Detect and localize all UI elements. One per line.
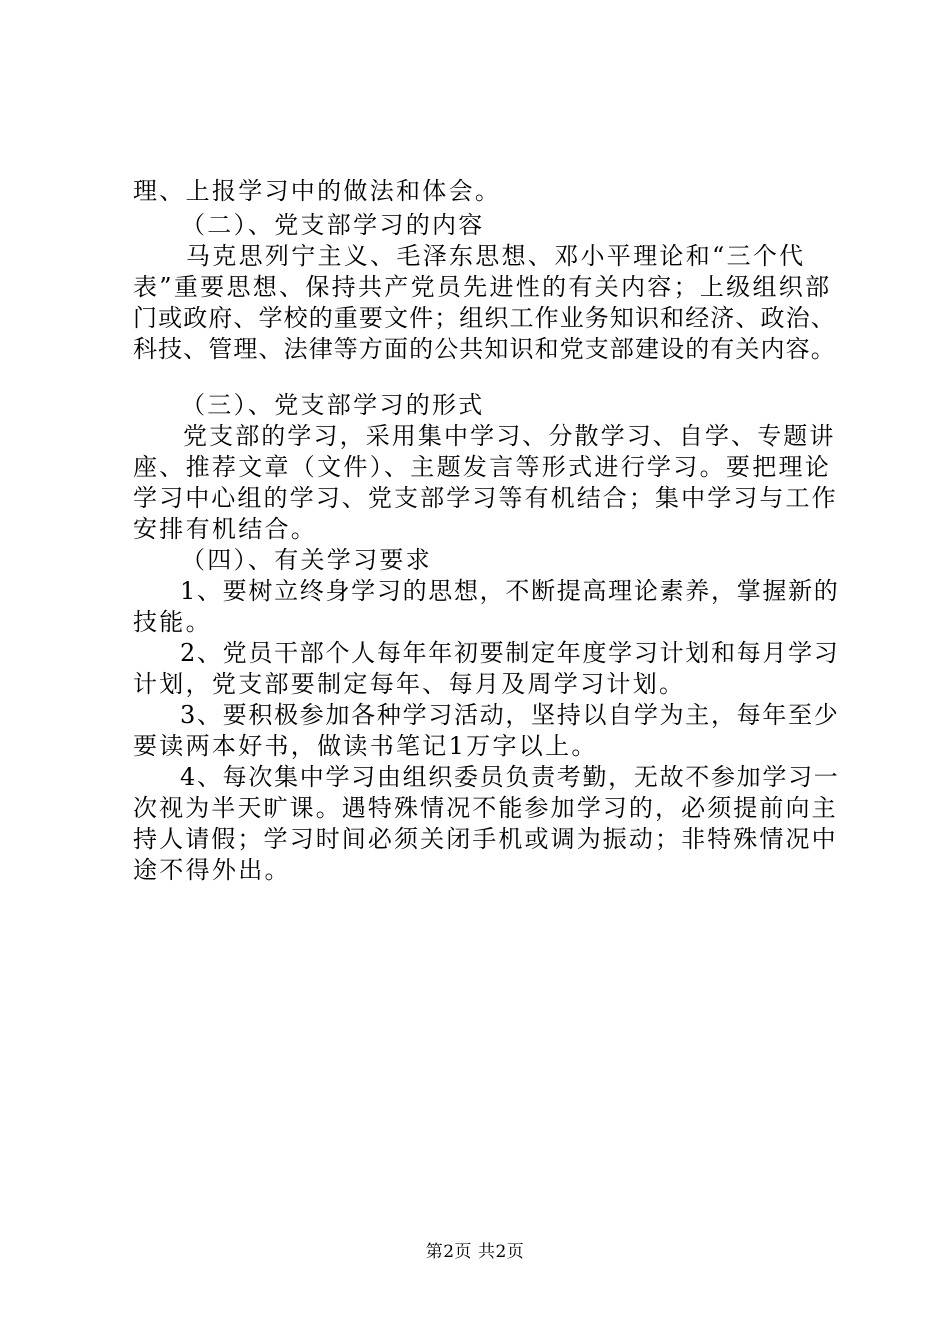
text-line: 技能。 [133,608,212,636]
text-line: 途不得外出。 [133,856,291,884]
text-line: 党支部的学习，采用集中学习、分散学习、自学、专题讲 [183,422,836,450]
text-line: 1、要树立终身学习的思想，不断提高理论素养，掌握新的 [180,577,840,605]
text-line: 2、党员干部个人每年年初要制定年度学习计划和每月学习 [180,639,840,667]
text-line: 理、上报学习中的做法和体会。 [133,177,502,205]
text-line: 计划，党支部要制定每年、每月及周学习计划。 [133,670,686,698]
text-line: 座、推荐文章（文件）、主题发言等形式进行学习。要把理论 [133,453,832,481]
text-line: 安排有机结合。 [133,515,318,543]
text-line: 表”重要思想、保持共产党员先进性的有关内容；上级组织部 [133,273,832,301]
page-number-footer: 第2页 共2页 [425,1242,525,1262]
section-heading: （三）、党支部学习的形式 [181,391,485,419]
text-line: 持人请假；学习时间必须关闭手机或调为振动；非特殊情况中 [133,825,838,853]
text-line: 4、每次集中学习由组织委员负责考勤，无故不参加学习一 [180,763,840,791]
section-heading: （二）、党支部学习的内容 [181,211,485,239]
text-line: 马克思列宁主义、毛泽东思想、邓小平理论和“三个代 [186,242,806,270]
text-line: 门或政府、学校的重要文件；组织工作业务知识和经济、政治、 [133,304,836,332]
text-line: 要读两本好书，做读书笔记1万字以上。 [133,732,598,760]
text-line: 学习中心组的学习、党支部学习等有机结合；集中学习与工作 [133,484,838,512]
text-line: 次视为半天旷课。遇特殊情况不能参加学习的，必须提前向主 [133,794,838,822]
text-line: 3、要积极参加各种学习活动，坚持以自学为主，每年至少 [180,701,840,729]
section-heading: （四）、有关学习要求 [181,546,432,574]
text-line: 科技、管理、法律等方面的公共知识和党支部建设的有关内容。 [133,335,836,363]
